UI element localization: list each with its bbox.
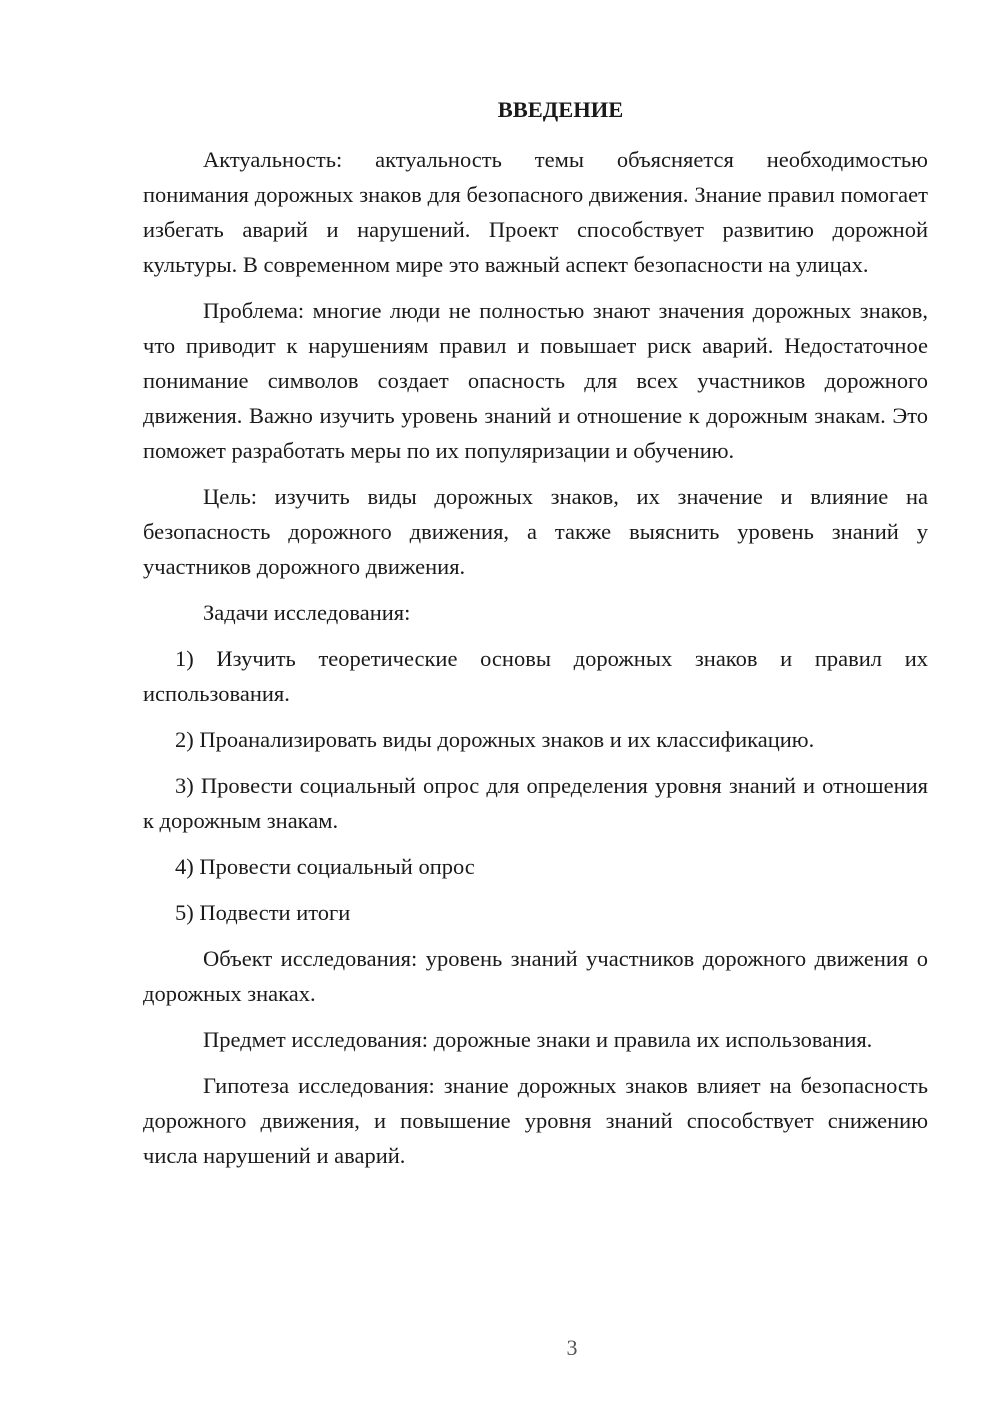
- task-item: 1) Изучить теоретические основы дорожных знаков и правил их использования.: [143, 646, 928, 706]
- page-number: 3: [566, 1335, 578, 1360]
- paragraph-hypothesis: Гипотеза исследования: знание дорожных знаков влияет на безопасность дорожного движения, и повышение уровня знаний способствует снижению числа нарушений и аварий.: [143, 1073, 928, 1168]
- task-item: 3) Провести социальный опрос для определения уровня знаний и отношения к дорожным знакам.: [143, 773, 928, 833]
- paragraph-problem: Проблема: многие люди не полностью знают значения дорожных знаков, что приводит к нарушениям правил и повышает риск аварий. Недостаточное понимание символов создает опасность для всех участников дорожного движения. Важно изучить уровень знаний и отношение к дорожным знакам. Это поможет разработать меры по их популяризации и обучению.: [143, 298, 928, 463]
- paragraph-tasks-heading: Задачи исследования:: [203, 600, 411, 625]
- paragraph-subject: Предмет исследования: дорожные знаки и правила их использования.: [203, 1027, 873, 1052]
- paragraph-object: Объект исследования: уровень знаний участников дорожного движения о дорожных знаках.: [143, 946, 928, 1006]
- task-item: 2) Проанализировать виды дорожных знаков и их классификацию.: [175, 727, 815, 752]
- task-item: 5) Подвести итоги: [175, 900, 351, 925]
- page-content: [143, 92, 928, 1184]
- task-item: 4) Провести социальный опрос: [175, 854, 475, 879]
- page-title: ВВЕДЕНИЕ: [497, 97, 624, 122]
- paragraph-goal: Цель: изучить виды дорожных знаков, их значение и влияние на безопасность дорожного движения, а также выяснить уровень знаний у участников дорожного движения.: [143, 484, 928, 579]
- paragraph-relevance: Актуальность: актуальность темы объясняется необходимостью понимания дорожных знаков для безопасного движения. Знание правил помогает избегать аварий и нарушений. Проект способствует развитию дорожной культуры. В современном мире это важный аспект безопасности на улицах.: [143, 147, 928, 277]
